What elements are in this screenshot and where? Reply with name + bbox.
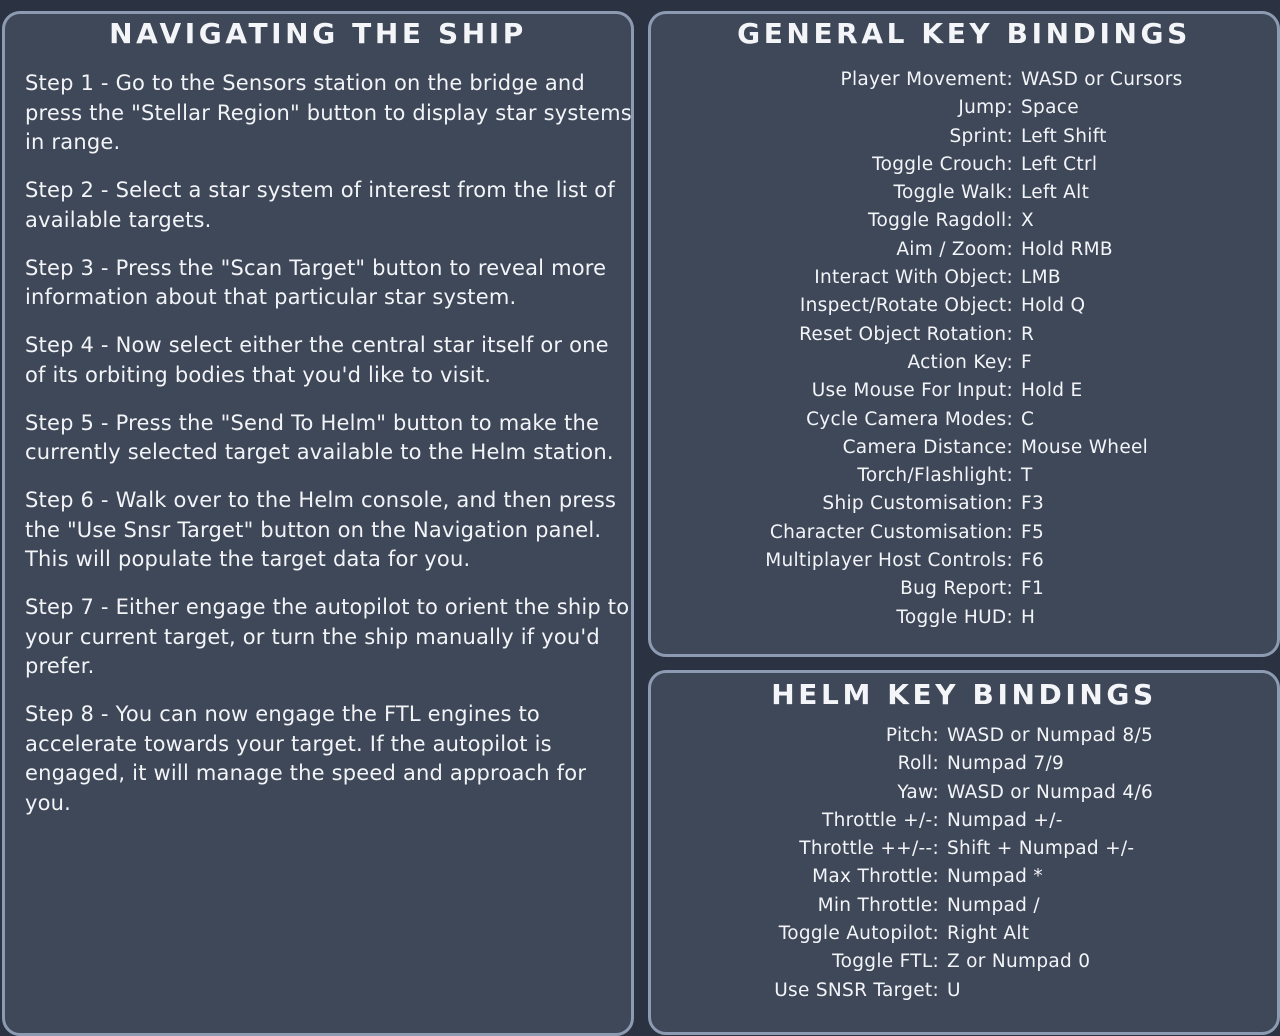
binding-key: Left Ctrl [1021, 153, 1098, 175]
binding-action: Toggle FTL: [832, 951, 939, 973]
binding-key: Hold RMB [1021, 238, 1113, 260]
binding-key: Hold E [1021, 380, 1083, 402]
binding-key: Numpad 7/9 [947, 753, 1065, 775]
binding-row [651, 519, 1277, 547]
binding-action: Toggle Walk: [893, 182, 1013, 204]
binding-action: Character Customisation: [769, 521, 1013, 543]
binding-row [651, 948, 1277, 976]
binding-row [651, 151, 1277, 179]
step-7: Step 7 - Either engage the autopilot to orient the ship to your current target, or turn the ship manually if you'd prefer. [25, 595, 630, 678]
binding-row [651, 434, 1277, 462]
binding-action: Pitch: [885, 725, 939, 746]
binding-action: Sprint: [949, 125, 1013, 147]
binding-row [651, 236, 1277, 264]
binding-key: Left Shift [1021, 125, 1107, 147]
binding-row [651, 977, 1277, 1005]
binding-row [651, 349, 1277, 377]
binding-action: Toggle Ragdoll: [868, 210, 1013, 232]
binding-row [651, 863, 1277, 891]
step-4: Step 4 - Now select either the central star itself or one of its orbiting bodies that you'd like to visit. [25, 333, 609, 387]
step-2: Step 2 - Select a star system of interest from the list of available targets. [25, 178, 615, 232]
binding-action: Roll: [897, 753, 939, 775]
binding-action: Jump: [958, 97, 1013, 119]
binding-key: R [1021, 323, 1035, 345]
binding-action: Action Key: [907, 351, 1013, 373]
binding-row [651, 377, 1277, 405]
steps-list [25, 69, 633, 837]
binding-row [651, 66, 1277, 94]
binding-row [651, 406, 1277, 434]
binding-action: Min Throttle: [817, 894, 939, 916]
binding-key: C [1021, 408, 1035, 430]
binding-action: Interact With Object: [814, 267, 1013, 289]
binding-key: Mouse Wheel [1021, 436, 1149, 458]
binding-action: Torch/Flashlight: [857, 465, 1013, 487]
binding-row [651, 920, 1277, 948]
binding-key: F6 [1021, 550, 1045, 572]
binding-key: F [1021, 351, 1032, 373]
binding-action: Bug Report: [900, 578, 1013, 600]
binding-key: Numpad * [947, 866, 1043, 888]
binding-row [651, 835, 1277, 863]
binding-key: T [1021, 465, 1033, 487]
binding-action: Throttle ++/--: [799, 838, 939, 860]
binding-row [651, 179, 1277, 207]
binding-key: WASD or Numpad 4/6 [947, 781, 1154, 803]
binding-key: Left Alt [1021, 182, 1090, 204]
binding-action: Ship Customisation: [822, 493, 1013, 515]
step-6: Step 6 - Walk over to the Helm console, and then press the "Use Snsr Target" button on the Navigation panel. This will populate the target data for you. [25, 488, 617, 571]
binding-action: Yaw: [897, 781, 939, 803]
binding-action: Reset Object Rotation: [799, 323, 1013, 345]
binding-key: Shift + Numpad +/- [947, 838, 1135, 860]
helm-bindings-title: HELM KEY BINDINGS [771, 678, 1157, 711]
binding-action: Max Throttle: [812, 866, 939, 888]
binding-key: F5 [1021, 521, 1045, 543]
binding-action: Aim / Zoom: [896, 238, 1013, 260]
binding-key: Numpad +/- [947, 809, 1063, 831]
binding-key: Z or Numpad 0 [947, 951, 1091, 973]
binding-row [651, 722, 1277, 750]
binding-row [651, 490, 1277, 518]
binding-row [651, 892, 1277, 920]
binding-action: Player Movement: [840, 69, 1013, 90]
step-1: Step 1 - Go to the Sensors station on the bridge and press the "Stellar Region" button to display star systems in range. [25, 71, 632, 154]
binding-key: LMB [1021, 267, 1061, 289]
binding-key: F3 [1021, 493, 1045, 515]
step-3: Step 3 - Press the "Scan Target" button to reveal more information about that particular star system. [25, 255, 607, 309]
binding-action: Throttle +/-: [822, 809, 939, 831]
binding-row [651, 264, 1277, 292]
general-bindings-list [651, 66, 1277, 632]
binding-key: H [1021, 606, 1036, 628]
binding-action: Camera Distance: [842, 436, 1013, 458]
binding-key: U [947, 979, 961, 1001]
binding-action: Toggle HUD: [896, 606, 1013, 628]
binding-key: X [1021, 210, 1034, 232]
binding-action: Toggle Autopilot: [778, 923, 939, 945]
binding-row [651, 462, 1277, 490]
binding-row [651, 547, 1277, 575]
binding-row [651, 207, 1277, 235]
binding-row [651, 750, 1277, 778]
binding-row [651, 292, 1277, 320]
general-bindings-title: GENERAL KEY BINDINGS [737, 17, 1191, 50]
navigating-title: NAVIGATING THE SHIP [109, 17, 527, 50]
binding-row [651, 94, 1277, 122]
navigating-the-ship-panel [2, 11, 634, 1036]
binding-row [651, 807, 1277, 835]
binding-action: Multiplayer Host Controls: [765, 550, 1013, 572]
binding-action: Cycle Camera Modes: [806, 408, 1013, 430]
binding-action: Inspect/Rotate Object: [799, 295, 1013, 317]
binding-key: Space [1021, 97, 1079, 119]
helm-key-bindings-panel [648, 670, 1280, 1035]
binding-action: Use SNSR Target: [774, 979, 939, 1001]
helm-bindings-list [651, 722, 1277, 1005]
binding-key: WASD or Numpad 8/5 [947, 725, 1154, 746]
step-8: Step 8 - You can now engage the FTL engines to accelerate towards your target. If the autopilot is engaged, it will manage the speed and approach for you. [25, 702, 587, 815]
binding-key: Numpad / [947, 894, 1040, 916]
binding-key: Hold Q [1021, 295, 1086, 317]
binding-key: WASD or Cursors [1021, 69, 1183, 90]
binding-action: Toggle Crouch: [872, 153, 1013, 175]
binding-key: Right Alt [947, 923, 1030, 945]
binding-key: F1 [1021, 578, 1045, 600]
binding-row [651, 575, 1277, 603]
binding-row [651, 604, 1277, 632]
binding-row [651, 123, 1277, 151]
step-5: Step 5 - Press the "Send To Helm" button to make the currently selected target available to the Helm station. [25, 410, 614, 464]
binding-action: Use Mouse For Input: [811, 380, 1013, 402]
binding-row [651, 779, 1277, 807]
general-key-bindings-panel [648, 11, 1280, 657]
binding-row [651, 321, 1277, 349]
